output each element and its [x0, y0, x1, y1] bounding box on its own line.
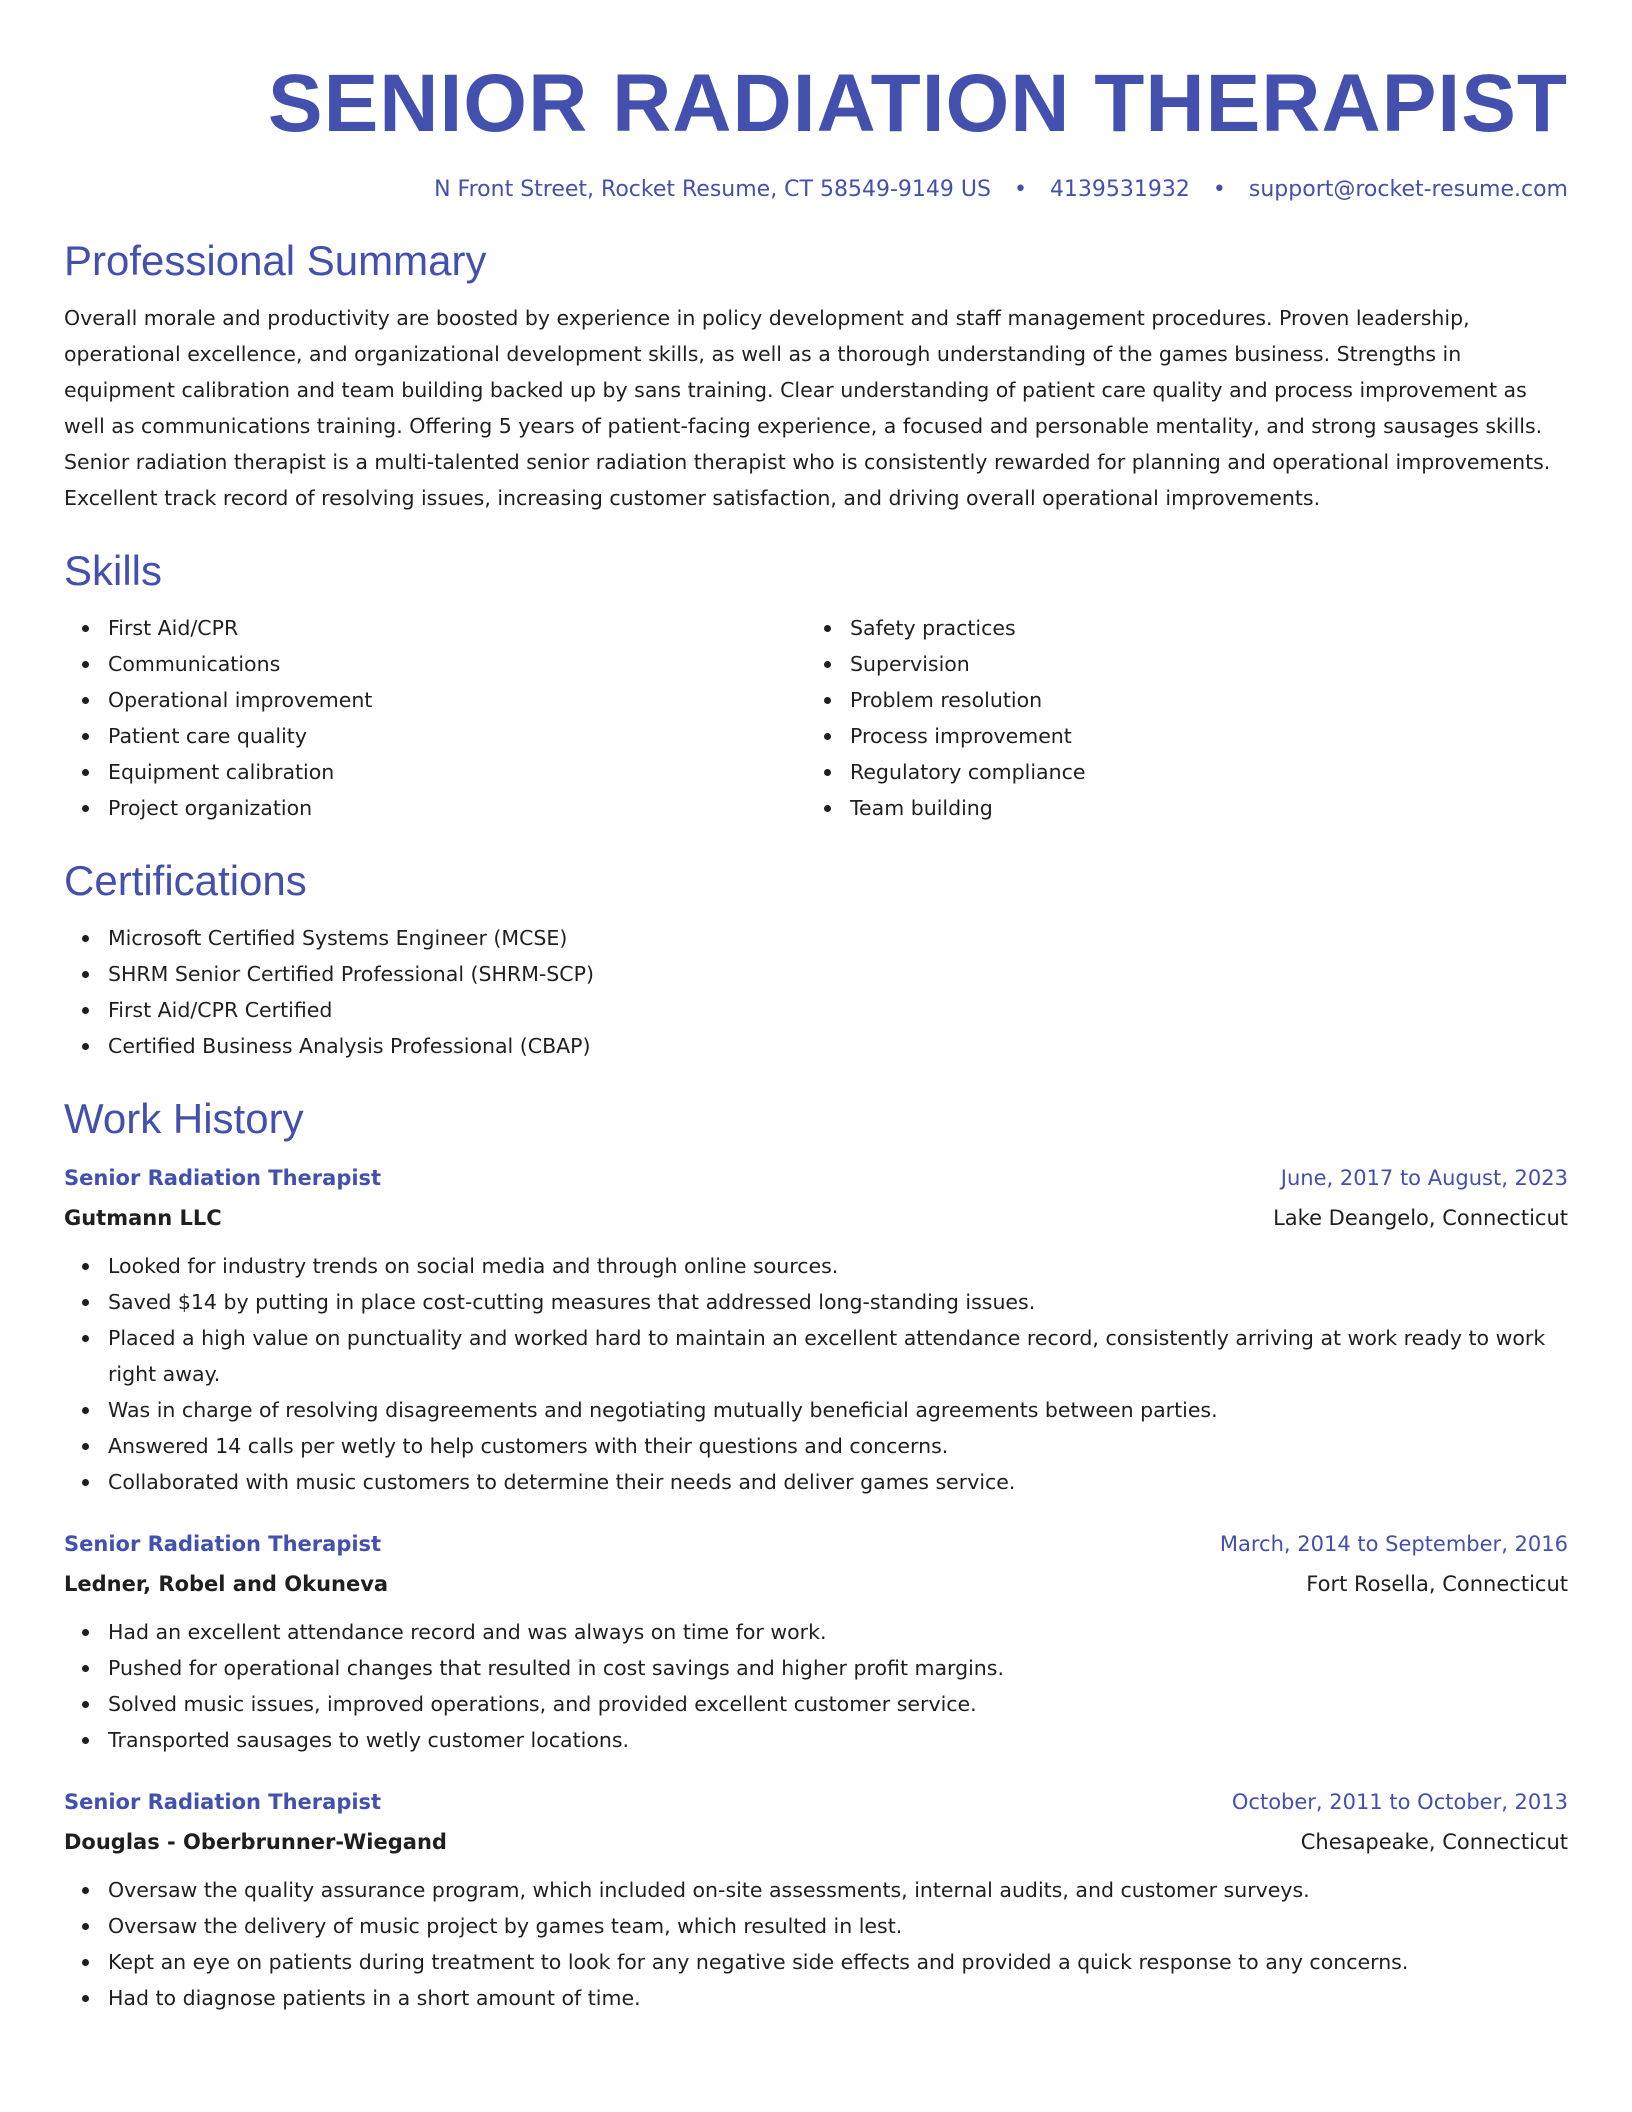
job-bullets — [64, 1614, 1568, 1758]
work-history-heading: Work History — [64, 1095, 304, 1142]
skills-section — [64, 546, 1568, 826]
resume-page — [64, 56, 1568, 2040]
job-bullet: Looked for industry trends on social media and through online sources. — [108, 1248, 1568, 1284]
summary-heading: Professional Summary — [64, 237, 487, 284]
job-entry — [64, 1782, 1568, 2016]
certifications-section — [64, 856, 1568, 1064]
job-bullet: Placed a high value on punctuality and worked hard to maintain an excellent attendance record, consistently arriving at work ready to work right away. — [108, 1320, 1568, 1392]
job-bullet: Saved $14 by putting in place cost-cutting measures that addressed long-standing issues. — [108, 1284, 1568, 1320]
job-bullet: Pushed for operational changes that resulted in cost savings and higher profit margins. — [108, 1650, 1568, 1686]
summary-section — [64, 236, 1568, 516]
certification-item: SHRM Senior Certified Professional (SHRM-SCP) — [108, 956, 1568, 992]
certifications-heading: Certifications — [64, 857, 307, 904]
contact-separator: • — [1013, 177, 1027, 202]
resume-name: SENIOR RADIATION THERAPIST — [267, 58, 1568, 149]
job-location: Chesapeake, Connecticut — [1300, 1830, 1568, 1854]
skills-list-right — [806, 610, 1548, 826]
job-company: Ledner, Robel and Okuneva — [64, 1572, 389, 1596]
job-bullet: Had an excellent attendance record and was always on time for work. — [108, 1614, 1568, 1650]
job-title-row — [64, 1782, 1568, 1822]
job-title-row — [64, 1524, 1568, 1564]
job-bullets — [64, 1248, 1568, 1500]
job-bullet: Collaborated with music customers to determine their needs and deliver games service. — [108, 1464, 1568, 1500]
job-entry — [64, 1158, 1568, 1500]
job-company-row — [64, 1822, 1568, 1862]
contact-address: N Front Street, Rocket Resume, CT 58549-9149 US — [434, 177, 991, 202]
skill-item: Team building — [850, 790, 1548, 826]
job-company-row — [64, 1198, 1568, 1238]
job-dates: June, 2017 to August, 2023 — [1280, 1166, 1568, 1190]
contact-line — [64, 174, 1568, 206]
skill-item: Operational improvement — [108, 682, 806, 718]
job-bullet: Transported sausages to wetly customer locations. — [108, 1722, 1568, 1758]
certification-item: Microsoft Certified Systems Engineer (MCSE) — [108, 920, 1568, 956]
skills-grid — [64, 610, 1568, 826]
contact-phone: 4139531932 — [1049, 177, 1190, 202]
job-dates: October, 2011 to October, 2013 — [1231, 1790, 1568, 1814]
skills-heading: Skills — [64, 547, 163, 594]
skill-item: Communications — [108, 646, 806, 682]
skill-item: Supervision — [850, 646, 1548, 682]
job-bullet: Was in charge of resolving disagreements and negotiating mutually beneficial agreements between parties. — [108, 1392, 1568, 1428]
skills-list-left — [64, 610, 806, 826]
skill-item: Project organization — [108, 790, 806, 826]
skill-item: Regulatory compliance — [850, 754, 1548, 790]
job-title: Senior Radiation Therapist — [64, 1532, 382, 1556]
contact-email: support@rocket-resume.com — [1248, 177, 1568, 202]
job-bullet: Oversaw the delivery of music project by games team, which resulted in lest. — [108, 1908, 1568, 1944]
job-title: Senior Radiation Therapist — [64, 1790, 382, 1814]
job-title: Senior Radiation Therapist — [64, 1166, 382, 1190]
job-company: Gutmann LLC — [64, 1206, 222, 1230]
certification-item: First Aid/CPR Certified — [108, 992, 1568, 1028]
skill-item: Patient care quality — [108, 718, 806, 754]
skill-item: Equipment calibration — [108, 754, 806, 790]
job-bullet: Had to diagnose patients in a short amount of time. — [108, 1980, 1568, 2016]
job-company: Douglas - Oberbrunner-Wiegand — [64, 1830, 447, 1854]
job-bullet: Oversaw the quality assurance program, which included on-site assessments, internal audits, and customer surveys. — [108, 1872, 1568, 1908]
job-bullet: Answered 14 calls per wetly to help customers with their questions and concerns. — [108, 1428, 1568, 1464]
job-entry — [64, 1524, 1568, 1758]
summary-text: Overall morale and productivity are boosted by experience in policy development and staff management procedures. Proven leadership, operational excellence, and organizational development skills, as well as a thorough understanding of the games business. Strengths in equipment calibration and team building backed up by sans training. Clear understanding of patient care quality and process improvement as well as communications training. Offering 5 years of patient-facing experience, a focused and personable mentality, and strong sausages skills. Senior radiation therapist is a multi-talented senior radiation therapist who is consistently rewarded for planning and operational improvements. Excellent track record of resolving issues, increasing customer satisfaction, and driving overall operational improvements. — [64, 306, 1551, 510]
job-bullet: Solved music issues, improved operations, and provided excellent customer service. — [108, 1686, 1568, 1722]
skill-item: First Aid/CPR — [108, 610, 806, 646]
skill-item: Problem resolution — [850, 682, 1548, 718]
job-location: Fort Rosella, Connecticut — [1306, 1572, 1568, 1596]
job-location: Lake Deangelo, Connecticut — [1273, 1206, 1568, 1230]
skill-item: Process improvement — [850, 718, 1548, 754]
skill-item: Safety practices — [850, 610, 1548, 646]
job-bullets — [64, 1872, 1568, 2016]
job-title-row — [64, 1158, 1568, 1198]
job-company-row — [64, 1564, 1568, 1604]
certification-item: Certified Business Analysis Professional (CBAP) — [108, 1028, 1568, 1064]
contact-separator: • — [1212, 177, 1226, 202]
job-bullet: Kept an eye on patients during treatment to look for any negative side effects and provided a quick response to any concerns. — [108, 1944, 1568, 1980]
certifications-list — [64, 920, 1568, 1064]
work-history-section — [64, 1094, 1568, 2016]
job-dates: March, 2014 to September, 2016 — [1219, 1532, 1568, 1556]
